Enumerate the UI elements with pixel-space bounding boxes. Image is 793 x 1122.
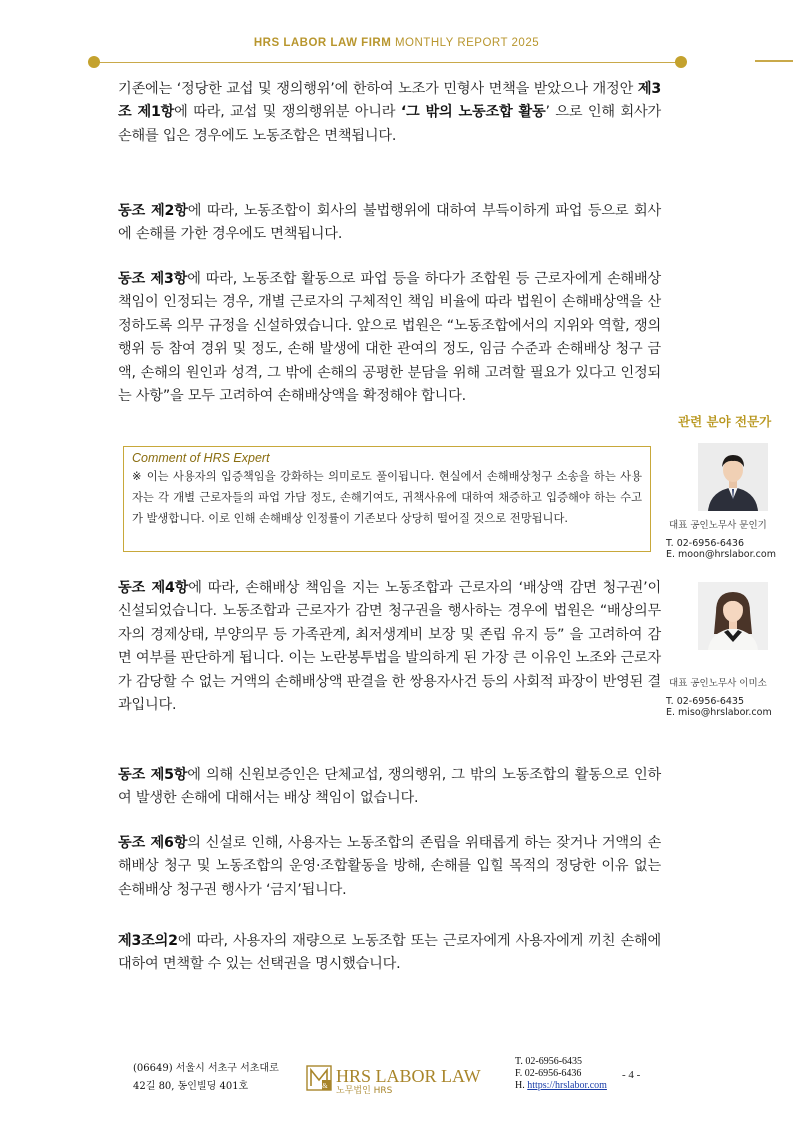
- expert-photo-lee: [698, 582, 768, 650]
- sidebar-title: 관련 분야 전문가: [678, 414, 772, 429]
- svg-text:&: &: [322, 1082, 328, 1090]
- footer-address: [133, 1060, 279, 1096]
- expert-caption: 대표 공인노무사 이미소: [669, 678, 767, 689]
- footer-logo-text: HRS LABOR LAW: [336, 1066, 481, 1086]
- paragraph: [118, 832, 661, 902]
- paragraph: [118, 764, 661, 811]
- paragraph-text: ’ 으로 인해 회사가 손해를 입은 경우에도 노동조합은 면책됩니다.: [118, 104, 661, 144]
- expert-email[interactable]: E. moon@hrslabor.com: [666, 549, 776, 560]
- expert-email[interactable]: E. miso@hrslabor.com: [666, 707, 772, 718]
- header-accent-line: [755, 60, 793, 62]
- footer-fax: F. 02-6956-6436: [515, 1068, 582, 1079]
- footer-tel: T. 02-6956-6435: [515, 1056, 583, 1067]
- expert-contact: [666, 538, 776, 560]
- header-dot-left: [88, 56, 100, 68]
- header-dot-right: [675, 56, 687, 68]
- paragraph-text: 에 따라, 교섭 및 쟁의행위분 아니라: [174, 104, 401, 121]
- expert-phone: T. 02-6956-6435: [666, 696, 745, 707]
- comment-body: ※ 이는 사용자의 입증책임을 강화하는 의미로도 풀이됩니다. 현실에서 손해배상청구 소송을 하는 사용자는 각 개별 근로자들의 파업 가담 정도, 손해기여도, 귀책사유에 대하여 채증하고 입증해야 하는 수고가 발생합니다. 이로 인해 손해배상 인정률이 기존보다 상당히 떨어질 것으로 전망됩니다.: [132, 470, 642, 525]
- article-reference: ‘그 밖의 노동조합 활동: [400, 104, 546, 121]
- footer-logo: [306, 1062, 506, 1096]
- paragraph-text: 의 신설로 인해, 사용자는 노동조합의 존립을 위태롭게 하는 잦거나 거액의 손해배상 청구 및 노동조합의 운영·조합활동을 방해, 손해를 입힐 목적의 정당한 이유 없는 손해배상 청구권 행사가 ‘금지’됩니다.: [118, 835, 661, 898]
- homepage-link[interactable]: https://hrslabor.com: [527, 1080, 607, 1091]
- paragraph-text: 기존에는 ‘정당한 교섭 및 쟁의행위’에 한하여 노조가 민형사 면책을 받았으나 개정안: [118, 81, 638, 97]
- expert-phone: T. 02-6956-6436: [666, 538, 745, 549]
- article-reference: 동조 제2항: [118, 203, 188, 219]
- article-reference: 동조 제6항: [118, 835, 188, 851]
- footer-contact: [515, 1056, 607, 1092]
- footer-logo-subtext: 노무법인 HRS: [336, 1086, 393, 1096]
- page-number: - 4 -: [622, 1069, 641, 1081]
- expert-contact: [666, 696, 772, 718]
- article-reference: 동조 제3항: [118, 271, 188, 287]
- expert-caption: 대표 공인노무사 문인기: [669, 520, 767, 531]
- article-reference: 제3조의2: [118, 933, 178, 949]
- footer-address-line: 42길 80, 동인빌딩 401호: [133, 1081, 249, 1092]
- report-header-title: HRS LABOR LAW FIRM MONTHLY REPORT 2025: [253, 37, 540, 49]
- paragraph-text: 에 따라, 노동조합 활동으로 파업 등을 하다가 조합원 등 근로자에게 손해배상 책임이 인정되는 경우, 개별 근로자의 구체적인 책임 비율에 따라 법원이 손해배상액을 산정하도록 의무 규정을 신설하였습니다. 앞으로 법원은 “노동조합에서의 지위와 역할, 쟁의행위 등 참여 경위 및 정도, 손해 발생에 대한 관여의 정도, 임금 수준과 손해배상 청구 금액, 손해의 원인과 성격, 그 밖에 손해의 공평한 분담을 위해 고려할 필요가 있다고 인정되는 사항”을 모두 고려하여 손해배상액을 확정해야 합니다.: [118, 271, 661, 405]
- article-reference: 동조 제5항: [118, 767, 188, 783]
- paragraph: [118, 268, 661, 408]
- expert-photo-moon: [698, 443, 768, 511]
- comment-title: Comment of HRS Expert: [132, 451, 270, 465]
- paragraph-text: 에 따라, 노동조합이 회사의 불법행위에 대하여 부득이하게 파업 등으로 회사에 손해를 가한 경우에도 면책됩니다.: [118, 203, 661, 243]
- paragraph: [118, 577, 661, 717]
- paragraph: [118, 200, 661, 247]
- paragraph: [118, 930, 661, 977]
- footer-homepage: H. https://hrslabor.com: [515, 1080, 607, 1091]
- header-divider: [92, 62, 682, 63]
- paragraph-text: 에 따라, 사용자의 재량으로 노동조합 또는 근로자에게 사용자에게 끼친 손해에 대하여 면책할 수 있는 선택권을 명시했습니다.: [118, 933, 661, 973]
- paragraph-text: 에 따라, 손해배상 책임을 지는 노동조합과 근로자의 ‘배상액 감면 청구권’이 신설되었습니다. 노동조합과 근로자가 감면 청구권을 행사하는 경우에 법원은 “배상의무자의 경제상태, 부양의무 등 가족관계, 최저생계비 보장 및 존립 유지 등” 을 고려하여 감면 여부를 판단하게 됩니다. 이는 노란봉투법을 발의하게 된 가장 큰 이유인 노조와 근로자가 감당할 수 없는 거액의 손해배상액 판결을 한 쌍용자사건 등의 사회적 파장이 반영된 결과입니다.: [118, 580, 661, 714]
- article-reference: 제3조 제1항: [118, 81, 661, 121]
- footer-address-line: (06649) 서울시 서초구 서초대로: [133, 1063, 279, 1074]
- expert-comment-box: [123, 446, 651, 552]
- paragraph-text: 에 의해 신원보증인은 단체교섭, 쟁의행위, 그 밖의 노동조합의 활동으로 인하여 발생한 손해에 대해서는 배상 책임이 없습니다.: [118, 767, 661, 807]
- paragraph: [118, 78, 661, 148]
- article-reference: 동조 제4항: [118, 580, 189, 596]
